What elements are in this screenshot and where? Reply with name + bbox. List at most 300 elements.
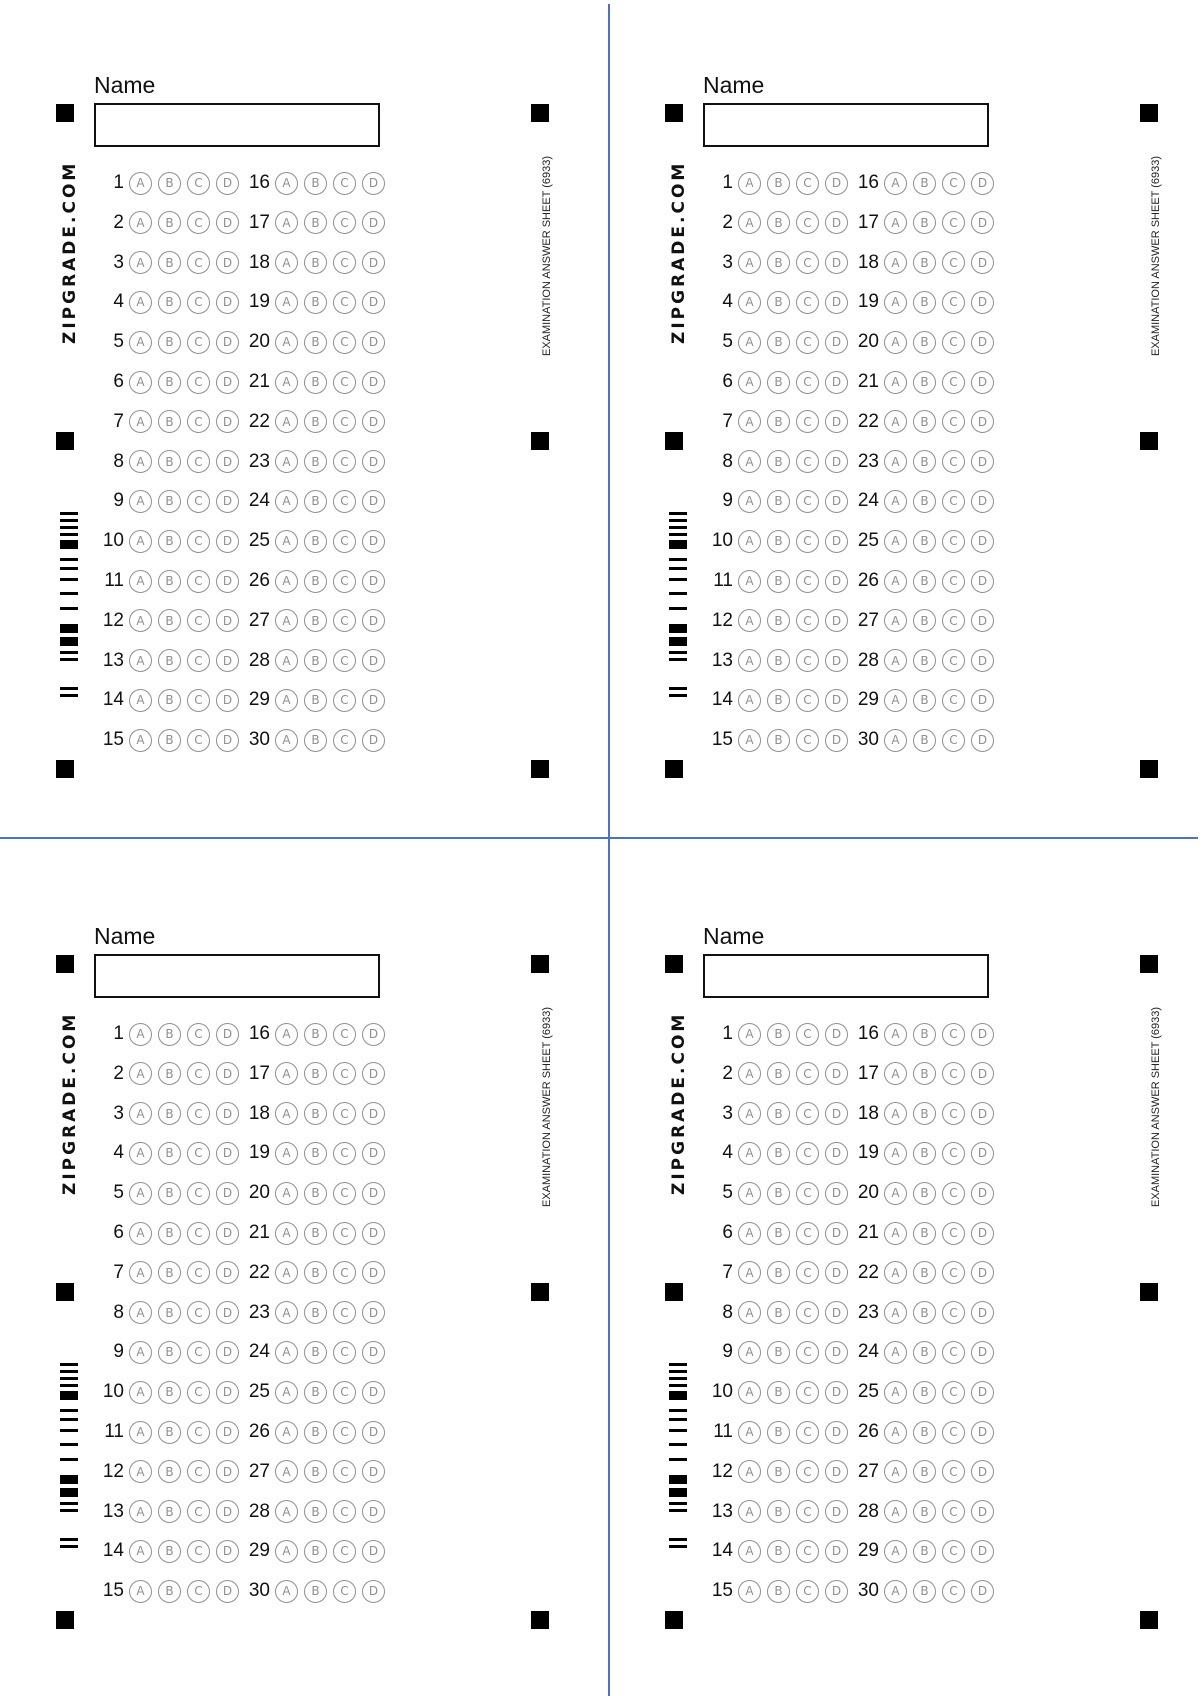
- answer-bubble-d[interactable]: D: [216, 1142, 239, 1165]
- answer-bubble-a[interactable]: A: [884, 1341, 907, 1364]
- answer-bubble-a[interactable]: A: [738, 1421, 761, 1444]
- answer-bubble-b[interactable]: B: [913, 570, 936, 593]
- answer-bubble-c[interactable]: C: [942, 1182, 965, 1205]
- answer-bubble-d[interactable]: D: [362, 450, 385, 473]
- answer-bubble-b[interactable]: B: [767, 291, 790, 314]
- answer-bubble-c[interactable]: C: [187, 1341, 210, 1364]
- answer-bubble-d[interactable]: D: [216, 1222, 239, 1245]
- answer-bubble-b[interactable]: B: [158, 211, 181, 234]
- answer-bubble-c[interactable]: C: [333, 1261, 356, 1284]
- answer-bubble-c[interactable]: C: [187, 1460, 210, 1483]
- answer-bubble-c[interactable]: C: [333, 211, 356, 234]
- answer-bubble-d[interactable]: D: [971, 490, 994, 513]
- answer-bubble-c[interactable]: C: [187, 490, 210, 513]
- answer-bubble-a[interactable]: A: [129, 1142, 152, 1165]
- answer-bubble-a[interactable]: A: [884, 1182, 907, 1205]
- answer-bubble-a[interactable]: A: [129, 649, 152, 672]
- answer-bubble-c[interactable]: C: [187, 1023, 210, 1046]
- answer-bubble-a[interactable]: A: [275, 211, 298, 234]
- answer-bubble-d[interactable]: D: [825, 1261, 848, 1284]
- answer-bubble-b[interactable]: B: [158, 729, 181, 752]
- answer-bubble-a[interactable]: A: [129, 530, 152, 553]
- answer-bubble-b[interactable]: B: [304, 211, 327, 234]
- answer-bubble-a[interactable]: A: [884, 1580, 907, 1603]
- answer-bubble-c[interactable]: C: [796, 1142, 819, 1165]
- answer-bubble-b[interactable]: B: [767, 1381, 790, 1404]
- answer-bubble-c[interactable]: C: [796, 530, 819, 553]
- answer-bubble-c[interactable]: C: [333, 291, 356, 314]
- answer-bubble-d[interactable]: D: [825, 291, 848, 314]
- answer-bubble-d[interactable]: D: [825, 1341, 848, 1364]
- answer-bubble-d[interactable]: D: [216, 1341, 239, 1364]
- answer-bubble-d[interactable]: D: [216, 1301, 239, 1324]
- answer-bubble-c[interactable]: C: [942, 1023, 965, 1046]
- answer-bubble-c[interactable]: C: [333, 1023, 356, 1046]
- answer-bubble-b[interactable]: B: [913, 291, 936, 314]
- answer-bubble-d[interactable]: D: [825, 570, 848, 593]
- answer-bubble-c[interactable]: C: [942, 211, 965, 234]
- answer-bubble-b[interactable]: B: [767, 1460, 790, 1483]
- answer-bubble-d[interactable]: D: [971, 1500, 994, 1523]
- answer-bubble-b[interactable]: B: [158, 1182, 181, 1205]
- answer-bubble-a[interactable]: A: [884, 1381, 907, 1404]
- answer-bubble-d[interactable]: D: [362, 1301, 385, 1324]
- answer-bubble-b[interactable]: B: [304, 1381, 327, 1404]
- answer-bubble-c[interactable]: C: [187, 1500, 210, 1523]
- answer-bubble-b[interactable]: B: [913, 530, 936, 553]
- answer-bubble-b[interactable]: B: [913, 251, 936, 274]
- answer-bubble-c[interactable]: C: [796, 1341, 819, 1364]
- answer-bubble-b[interactable]: B: [158, 450, 181, 473]
- answer-bubble-d[interactable]: D: [362, 1540, 385, 1563]
- answer-bubble-a[interactable]: A: [275, 729, 298, 752]
- answer-bubble-d[interactable]: D: [971, 291, 994, 314]
- answer-bubble-d[interactable]: D: [216, 1540, 239, 1563]
- answer-bubble-c[interactable]: C: [187, 371, 210, 394]
- answer-bubble-d[interactable]: D: [362, 410, 385, 433]
- answer-bubble-d[interactable]: D: [362, 211, 385, 234]
- answer-bubble-a[interactable]: A: [275, 1301, 298, 1324]
- answer-bubble-d[interactable]: D: [971, 1142, 994, 1165]
- answer-bubble-a[interactable]: A: [884, 530, 907, 553]
- answer-bubble-c[interactable]: C: [796, 251, 819, 274]
- answer-bubble-c[interactable]: C: [187, 251, 210, 274]
- answer-bubble-a[interactable]: A: [884, 450, 907, 473]
- answer-bubble-d[interactable]: D: [825, 1381, 848, 1404]
- answer-bubble-c[interactable]: C: [796, 1102, 819, 1125]
- answer-bubble-b[interactable]: B: [304, 1261, 327, 1284]
- answer-bubble-c[interactable]: C: [942, 1421, 965, 1444]
- answer-bubble-b[interactable]: B: [767, 211, 790, 234]
- answer-bubble-a[interactable]: A: [884, 172, 907, 195]
- answer-bubble-b[interactable]: B: [158, 172, 181, 195]
- answer-bubble-a[interactable]: A: [738, 331, 761, 354]
- answer-bubble-d[interactable]: D: [362, 1142, 385, 1165]
- answer-bubble-b[interactable]: B: [158, 1301, 181, 1324]
- answer-bubble-b[interactable]: B: [767, 649, 790, 672]
- answer-bubble-a[interactable]: A: [275, 649, 298, 672]
- answer-bubble-a[interactable]: A: [738, 1381, 761, 1404]
- answer-bubble-d[interactable]: D: [825, 689, 848, 712]
- answer-bubble-b[interactable]: B: [304, 410, 327, 433]
- answer-bubble-c[interactable]: C: [187, 1062, 210, 1085]
- answer-bubble-d[interactable]: D: [971, 570, 994, 593]
- answer-bubble-c[interactable]: C: [187, 1222, 210, 1245]
- answer-bubble-c[interactable]: C: [333, 649, 356, 672]
- answer-bubble-d[interactable]: D: [825, 331, 848, 354]
- answer-bubble-c[interactable]: C: [942, 1460, 965, 1483]
- answer-bubble-a[interactable]: A: [129, 1580, 152, 1603]
- answer-bubble-b[interactable]: B: [304, 1062, 327, 1085]
- answer-bubble-b[interactable]: B: [767, 689, 790, 712]
- answer-bubble-d[interactable]: D: [362, 1222, 385, 1245]
- answer-bubble-d[interactable]: D: [362, 1261, 385, 1284]
- answer-bubble-c[interactable]: C: [796, 649, 819, 672]
- answer-bubble-c[interactable]: C: [333, 1381, 356, 1404]
- answer-bubble-d[interactable]: D: [825, 450, 848, 473]
- answer-bubble-b[interactable]: B: [913, 172, 936, 195]
- answer-bubble-a[interactable]: A: [884, 291, 907, 314]
- answer-bubble-b[interactable]: B: [304, 570, 327, 593]
- answer-bubble-c[interactable]: C: [796, 689, 819, 712]
- answer-bubble-a[interactable]: A: [738, 371, 761, 394]
- answer-bubble-c[interactable]: C: [942, 1102, 965, 1125]
- answer-bubble-a[interactable]: A: [275, 609, 298, 632]
- answer-bubble-d[interactable]: D: [216, 211, 239, 234]
- answer-bubble-b[interactable]: B: [767, 251, 790, 274]
- answer-bubble-a[interactable]: A: [275, 1460, 298, 1483]
- answer-bubble-d[interactable]: D: [825, 729, 848, 752]
- answer-bubble-d[interactable]: D: [216, 570, 239, 593]
- answer-bubble-d[interactable]: D: [362, 1102, 385, 1125]
- answer-bubble-a[interactable]: A: [275, 251, 298, 274]
- answer-bubble-d[interactable]: D: [971, 1182, 994, 1205]
- answer-bubble-d[interactable]: D: [971, 689, 994, 712]
- answer-bubble-d[interactable]: D: [971, 331, 994, 354]
- answer-bubble-b[interactable]: B: [158, 570, 181, 593]
- answer-bubble-a[interactable]: A: [129, 729, 152, 752]
- answer-bubble-c[interactable]: C: [796, 1460, 819, 1483]
- answer-bubble-a[interactable]: A: [884, 1301, 907, 1324]
- answer-bubble-a[interactable]: A: [738, 689, 761, 712]
- answer-bubble-a[interactable]: A: [884, 1261, 907, 1284]
- answer-bubble-a[interactable]: A: [275, 371, 298, 394]
- answer-bubble-c[interactable]: C: [796, 1023, 819, 1046]
- answer-bubble-b[interactable]: B: [158, 291, 181, 314]
- answer-bubble-d[interactable]: D: [825, 530, 848, 553]
- answer-bubble-c[interactable]: C: [796, 1182, 819, 1205]
- answer-bubble-d[interactable]: D: [825, 1023, 848, 1046]
- answer-bubble-b[interactable]: B: [304, 1540, 327, 1563]
- answer-bubble-c[interactable]: C: [942, 450, 965, 473]
- answer-bubble-a[interactable]: A: [884, 211, 907, 234]
- answer-bubble-b[interactable]: B: [158, 530, 181, 553]
- answer-bubble-b[interactable]: B: [913, 1301, 936, 1324]
- answer-bubble-d[interactable]: D: [216, 530, 239, 553]
- answer-bubble-d[interactable]: D: [825, 410, 848, 433]
- answer-bubble-b[interactable]: B: [767, 1102, 790, 1125]
- answer-bubble-b[interactable]: B: [158, 1540, 181, 1563]
- answer-bubble-c[interactable]: C: [333, 1500, 356, 1523]
- answer-bubble-c[interactable]: C: [796, 1062, 819, 1085]
- answer-bubble-d[interactable]: D: [216, 172, 239, 195]
- answer-bubble-d[interactable]: D: [216, 1580, 239, 1603]
- answer-bubble-c[interactable]: C: [187, 1102, 210, 1125]
- answer-bubble-d[interactable]: D: [825, 1580, 848, 1603]
- answer-bubble-c[interactable]: C: [796, 1301, 819, 1324]
- answer-bubble-b[interactable]: B: [304, 450, 327, 473]
- answer-bubble-a[interactable]: A: [738, 1540, 761, 1563]
- answer-bubble-c[interactable]: C: [187, 609, 210, 632]
- answer-bubble-a[interactable]: A: [129, 1421, 152, 1444]
- answer-bubble-b[interactable]: B: [913, 1261, 936, 1284]
- answer-bubble-b[interactable]: B: [767, 729, 790, 752]
- answer-bubble-b[interactable]: B: [913, 371, 936, 394]
- answer-bubble-a[interactable]: A: [275, 1062, 298, 1085]
- answer-bubble-d[interactable]: D: [216, 490, 239, 513]
- answer-bubble-b[interactable]: B: [767, 371, 790, 394]
- answer-bubble-d[interactable]: D: [825, 251, 848, 274]
- answer-bubble-a[interactable]: A: [129, 689, 152, 712]
- answer-bubble-d[interactable]: D: [971, 450, 994, 473]
- answer-bubble-a[interactable]: A: [129, 251, 152, 274]
- answer-bubble-b[interactable]: B: [304, 1142, 327, 1165]
- answer-bubble-a[interactable]: A: [884, 1460, 907, 1483]
- answer-bubble-b[interactable]: B: [767, 1023, 790, 1046]
- answer-bubble-d[interactable]: D: [825, 172, 848, 195]
- answer-bubble-c[interactable]: C: [187, 530, 210, 553]
- answer-bubble-c[interactable]: C: [796, 729, 819, 752]
- answer-bubble-a[interactable]: A: [738, 1142, 761, 1165]
- answer-bubble-c[interactable]: C: [942, 1500, 965, 1523]
- answer-bubble-b[interactable]: B: [767, 172, 790, 195]
- answer-bubble-c[interactable]: C: [187, 172, 210, 195]
- answer-bubble-c[interactable]: C: [187, 689, 210, 712]
- answer-bubble-a[interactable]: A: [884, 410, 907, 433]
- answer-bubble-c[interactable]: C: [333, 1421, 356, 1444]
- answer-bubble-a[interactable]: A: [275, 1421, 298, 1444]
- answer-bubble-b[interactable]: B: [913, 410, 936, 433]
- answer-bubble-c[interactable]: C: [187, 1540, 210, 1563]
- answer-bubble-d[interactable]: D: [971, 1421, 994, 1444]
- answer-bubble-a[interactable]: A: [738, 172, 761, 195]
- answer-bubble-d[interactable]: D: [971, 410, 994, 433]
- answer-bubble-b[interactable]: B: [767, 410, 790, 433]
- answer-bubble-d[interactable]: D: [971, 729, 994, 752]
- answer-bubble-b[interactable]: B: [767, 1182, 790, 1205]
- answer-bubble-d[interactable]: D: [825, 1540, 848, 1563]
- answer-bubble-b[interactable]: B: [913, 609, 936, 632]
- answer-bubble-c[interactable]: C: [796, 1261, 819, 1284]
- answer-bubble-c[interactable]: C: [942, 1341, 965, 1364]
- answer-bubble-b[interactable]: B: [158, 1341, 181, 1364]
- answer-bubble-d[interactable]: D: [971, 1222, 994, 1245]
- answer-bubble-c[interactable]: C: [333, 1142, 356, 1165]
- answer-bubble-b[interactable]: B: [158, 1102, 181, 1125]
- answer-bubble-b[interactable]: B: [913, 689, 936, 712]
- answer-bubble-c[interactable]: C: [942, 729, 965, 752]
- answer-bubble-a[interactable]: A: [738, 251, 761, 274]
- answer-bubble-c[interactable]: C: [942, 689, 965, 712]
- answer-bubble-d[interactable]: D: [825, 490, 848, 513]
- answer-bubble-c[interactable]: C: [796, 331, 819, 354]
- answer-bubble-c[interactable]: C: [333, 1182, 356, 1205]
- answer-bubble-b[interactable]: B: [304, 649, 327, 672]
- answer-bubble-b[interactable]: B: [304, 1460, 327, 1483]
- answer-bubble-a[interactable]: A: [738, 211, 761, 234]
- answer-bubble-a[interactable]: A: [129, 291, 152, 314]
- answer-bubble-a[interactable]: A: [738, 1500, 761, 1523]
- answer-bubble-b[interactable]: B: [304, 1023, 327, 1046]
- answer-bubble-a[interactable]: A: [129, 609, 152, 632]
- answer-bubble-b[interactable]: B: [158, 1222, 181, 1245]
- answer-bubble-a[interactable]: A: [275, 1580, 298, 1603]
- answer-bubble-c[interactable]: C: [333, 490, 356, 513]
- answer-bubble-b[interactable]: B: [304, 1301, 327, 1324]
- answer-bubble-b[interactable]: B: [767, 450, 790, 473]
- answer-bubble-c[interactable]: C: [942, 251, 965, 274]
- answer-bubble-b[interactable]: B: [158, 1062, 181, 1085]
- name-field[interactable]: [94, 954, 380, 998]
- answer-bubble-d[interactable]: D: [362, 570, 385, 593]
- answer-bubble-c[interactable]: C: [333, 331, 356, 354]
- answer-bubble-a[interactable]: A: [738, 490, 761, 513]
- answer-bubble-b[interactable]: B: [767, 331, 790, 354]
- answer-bubble-a[interactable]: A: [129, 490, 152, 513]
- answer-bubble-b[interactable]: B: [767, 1341, 790, 1364]
- answer-bubble-d[interactable]: D: [216, 1460, 239, 1483]
- answer-bubble-d[interactable]: D: [971, 649, 994, 672]
- answer-bubble-a[interactable]: A: [884, 649, 907, 672]
- answer-bubble-a[interactable]: A: [275, 172, 298, 195]
- answer-bubble-b[interactable]: B: [913, 1062, 936, 1085]
- answer-bubble-b[interactable]: B: [913, 1142, 936, 1165]
- answer-bubble-a[interactable]: A: [275, 450, 298, 473]
- answer-bubble-b[interactable]: B: [158, 1580, 181, 1603]
- answer-bubble-c[interactable]: C: [942, 1580, 965, 1603]
- answer-bubble-b[interactable]: B: [158, 1023, 181, 1046]
- answer-bubble-d[interactable]: D: [825, 211, 848, 234]
- answer-bubble-b[interactable]: B: [767, 570, 790, 593]
- answer-bubble-d[interactable]: D: [216, 649, 239, 672]
- answer-bubble-a[interactable]: A: [884, 1023, 907, 1046]
- answer-bubble-b[interactable]: B: [304, 1341, 327, 1364]
- answer-bubble-c[interactable]: C: [796, 609, 819, 632]
- answer-bubble-a[interactable]: A: [884, 490, 907, 513]
- answer-bubble-d[interactable]: D: [362, 1500, 385, 1523]
- answer-bubble-a[interactable]: A: [884, 570, 907, 593]
- answer-bubble-a[interactable]: A: [884, 1062, 907, 1085]
- answer-bubble-d[interactable]: D: [216, 609, 239, 632]
- answer-bubble-c[interactable]: C: [187, 1142, 210, 1165]
- answer-bubble-c[interactable]: C: [333, 1062, 356, 1085]
- answer-bubble-c[interactable]: C: [187, 649, 210, 672]
- answer-bubble-c[interactable]: C: [942, 1142, 965, 1165]
- answer-bubble-b[interactable]: B: [158, 609, 181, 632]
- answer-bubble-c[interactable]: C: [942, 1261, 965, 1284]
- answer-bubble-d[interactable]: D: [216, 410, 239, 433]
- answer-bubble-c[interactable]: C: [942, 1540, 965, 1563]
- answer-bubble-b[interactable]: B: [913, 729, 936, 752]
- answer-bubble-c[interactable]: C: [942, 1301, 965, 1324]
- answer-bubble-a[interactable]: A: [884, 689, 907, 712]
- answer-bubble-d[interactable]: D: [362, 729, 385, 752]
- answer-bubble-d[interactable]: D: [216, 1023, 239, 1046]
- answer-bubble-d[interactable]: D: [971, 1261, 994, 1284]
- answer-bubble-d[interactable]: D: [216, 1500, 239, 1523]
- answer-bubble-d[interactable]: D: [216, 331, 239, 354]
- name-field[interactable]: [94, 103, 380, 147]
- answer-bubble-b[interactable]: B: [304, 172, 327, 195]
- answer-bubble-b[interactable]: B: [158, 689, 181, 712]
- answer-bubble-b[interactable]: B: [304, 729, 327, 752]
- answer-bubble-b[interactable]: B: [913, 1580, 936, 1603]
- answer-bubble-c[interactable]: C: [796, 410, 819, 433]
- answer-bubble-b[interactable]: B: [767, 1540, 790, 1563]
- answer-bubble-a[interactable]: A: [129, 1261, 152, 1284]
- answer-bubble-d[interactable]: D: [825, 1421, 848, 1444]
- answer-bubble-a[interactable]: A: [738, 410, 761, 433]
- answer-bubble-d[interactable]: D: [362, 1460, 385, 1483]
- answer-bubble-c[interactable]: C: [942, 172, 965, 195]
- answer-bubble-a[interactable]: A: [129, 1102, 152, 1125]
- answer-bubble-d[interactable]: D: [362, 331, 385, 354]
- answer-bubble-c[interactable]: C: [796, 570, 819, 593]
- answer-bubble-b[interactable]: B: [913, 1500, 936, 1523]
- answer-bubble-d[interactable]: D: [216, 371, 239, 394]
- answer-bubble-d[interactable]: D: [362, 649, 385, 672]
- answer-bubble-c[interactable]: C: [796, 211, 819, 234]
- answer-bubble-d[interactable]: D: [362, 172, 385, 195]
- answer-bubble-d[interactable]: D: [216, 729, 239, 752]
- answer-bubble-a[interactable]: A: [738, 1182, 761, 1205]
- answer-bubble-c[interactable]: C: [333, 251, 356, 274]
- answer-bubble-b[interactable]: B: [913, 1102, 936, 1125]
- answer-bubble-c[interactable]: C: [187, 1261, 210, 1284]
- answer-bubble-d[interactable]: D: [825, 1222, 848, 1245]
- answer-bubble-d[interactable]: D: [971, 530, 994, 553]
- answer-bubble-c[interactable]: C: [942, 331, 965, 354]
- answer-bubble-c[interactable]: C: [333, 410, 356, 433]
- answer-bubble-d[interactable]: D: [825, 371, 848, 394]
- answer-bubble-d[interactable]: D: [825, 1301, 848, 1324]
- answer-bubble-d[interactable]: D: [971, 1341, 994, 1364]
- answer-bubble-c[interactable]: C: [796, 450, 819, 473]
- answer-bubble-b[interactable]: B: [913, 450, 936, 473]
- answer-bubble-d[interactable]: D: [971, 371, 994, 394]
- answer-bubble-b[interactable]: B: [158, 490, 181, 513]
- answer-bubble-c[interactable]: C: [942, 1381, 965, 1404]
- name-field[interactable]: [703, 954, 989, 998]
- answer-bubble-c[interactable]: C: [796, 490, 819, 513]
- answer-bubble-a[interactable]: A: [129, 1182, 152, 1205]
- answer-bubble-b[interactable]: B: [913, 331, 936, 354]
- answer-bubble-a[interactable]: A: [884, 1222, 907, 1245]
- answer-bubble-d[interactable]: D: [825, 1102, 848, 1125]
- answer-bubble-b[interactable]: B: [767, 490, 790, 513]
- answer-bubble-c[interactable]: C: [333, 689, 356, 712]
- answer-bubble-d[interactable]: D: [825, 1182, 848, 1205]
- answer-bubble-c[interactable]: C: [187, 211, 210, 234]
- answer-bubble-d[interactable]: D: [216, 1182, 239, 1205]
- answer-bubble-a[interactable]: A: [738, 1023, 761, 1046]
- answer-bubble-d[interactable]: D: [362, 1062, 385, 1085]
- answer-bubble-a[interactable]: A: [738, 530, 761, 553]
- answer-bubble-a[interactable]: A: [275, 331, 298, 354]
- answer-bubble-d[interactable]: D: [362, 689, 385, 712]
- answer-bubble-a[interactable]: A: [129, 1500, 152, 1523]
- answer-bubble-a[interactable]: A: [884, 251, 907, 274]
